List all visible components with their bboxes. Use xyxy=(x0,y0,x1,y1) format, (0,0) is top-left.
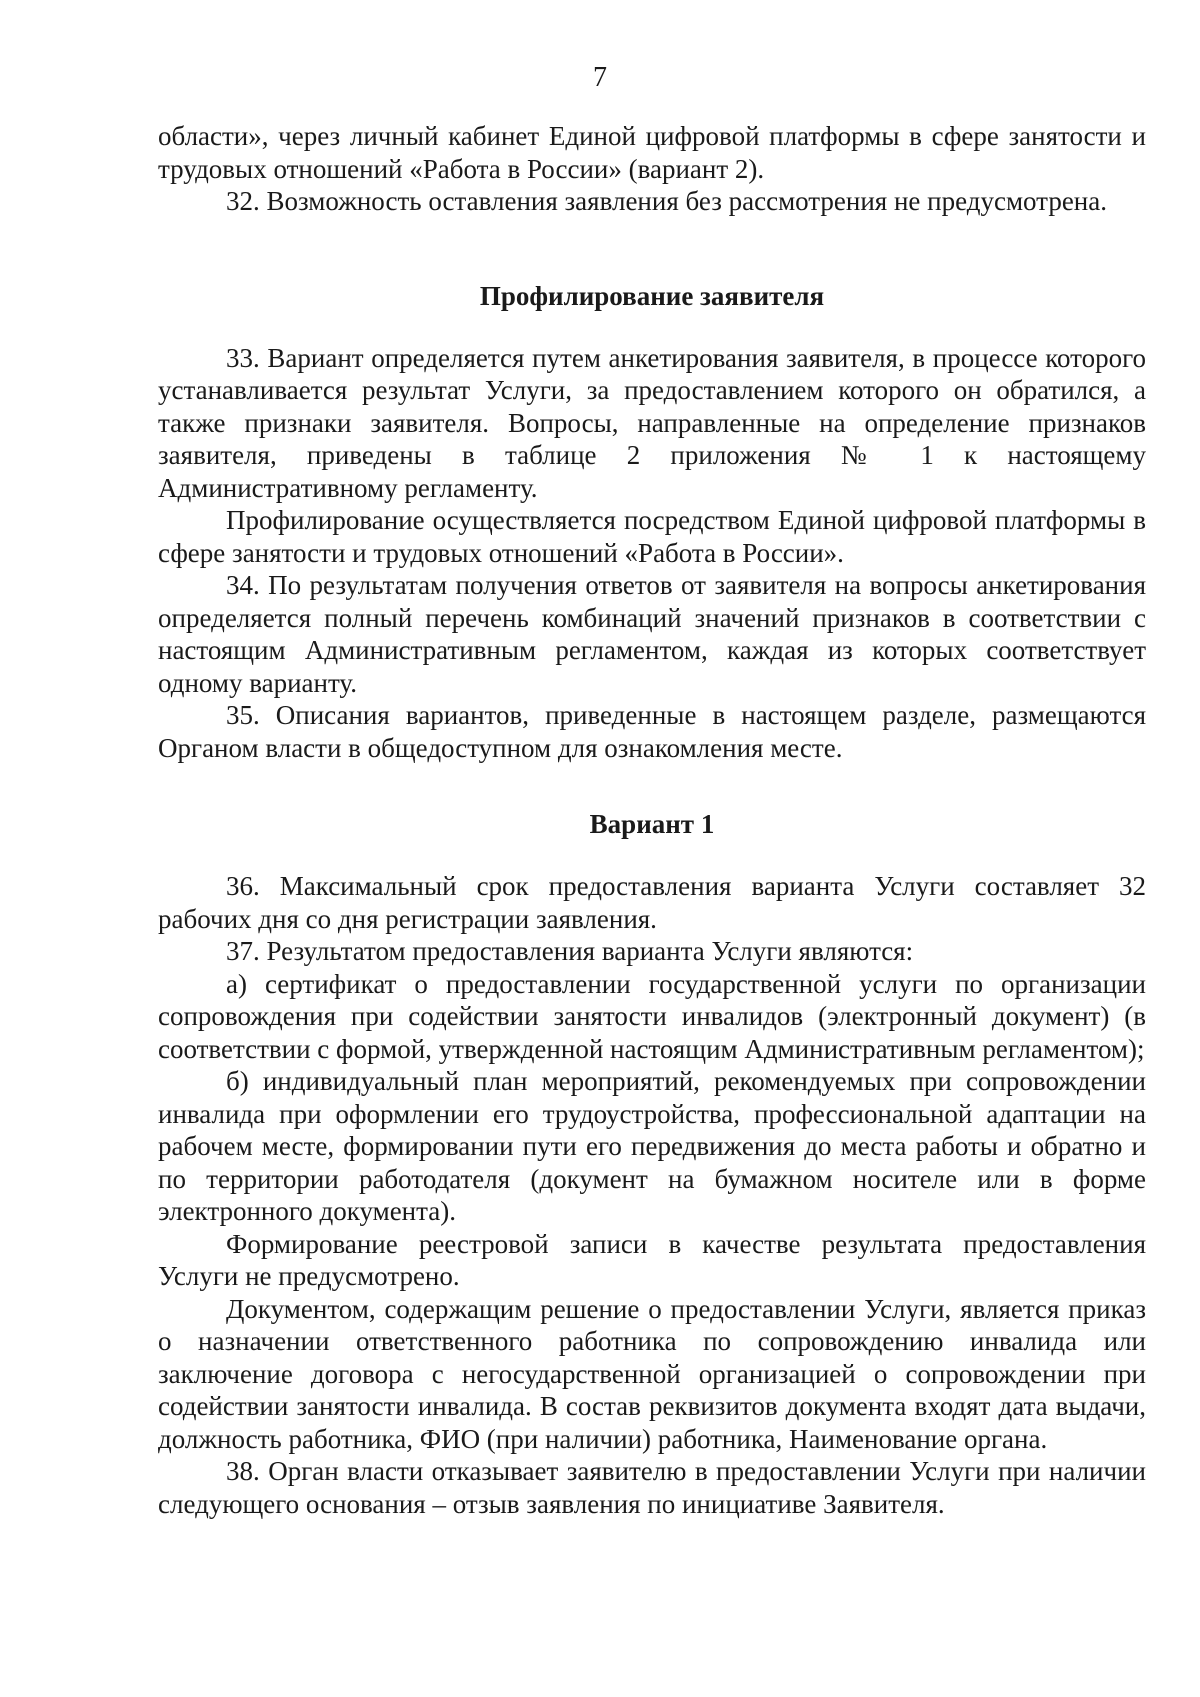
paragraph-32: 32. Возможность оставления заявления без рассмотрения не предусмотрена. xyxy=(226,186,1107,216)
paragraph-continuation: области», через личный кабинет Единой цифровой платформы в сфере занятости и трудовых отношений «Работа в России» (вариант 2). xyxy=(158,121,1146,184)
paragraph-37: 37. Результатом предоставления варианта Услуги являются: xyxy=(226,936,914,966)
paragraph-37-a: а) сертификат о предоставлении государственной услуги по организации сопровождения при содействии занятости инвалидов (электронный документ) (в соответствии с формой, утвержденной настоящим Административным регламентом); xyxy=(158,968,1146,1064)
paragraph-34: 34. По результатам получения ответов от заявителя на вопросы анкетирования определяется полный перечень комбинаций значений признаков в соответствии с настоящим Административным регламентом, каждая из которых соответствует одному варианту. xyxy=(158,570,1146,698)
paragraph-36: 36. Максимальный срок предоставления варианта Услуги составляет 32 рабочих дня со дня регистрации заявления. xyxy=(158,871,1146,934)
paragraph-33: 33. Вариант определяется путем анкетирования заявителя, в процессе которого устанавливается результат Услуги, за предоставлением которого он обратился, а также признаки заявителя. Вопросы, направленные на определение признаков заявителя, приведены в таблице 2 приложения № 1 к настоящему Административному регламенту. xyxy=(158,342,1146,503)
page-number: 7 xyxy=(593,62,607,93)
document-body xyxy=(158,120,1146,1520)
paragraph-37-b: б) индивидуальный план мероприятий, рекомендуемых при сопровождении инвалида при оформлении его трудоустройства, профессиональной адаптации на рабочем месте, формировании пути его передвижения до места работы и обратно и по территории работодателя (документ на бумажном носителе или в форме электронного документа). xyxy=(158,1066,1146,1226)
paragraph-profiling-platform: Профилирование осуществляется посредством Единой цифровой платформы в сфере занятости и трудовых отношений «Работа в России». xyxy=(158,505,1146,568)
section-heading-profiling: Профилирование заявителя xyxy=(479,280,825,311)
paragraph-decision-document: Документом, содержащим решение о предоставлении Услуги, является приказ о назначении ответственного работника по сопровождению инвалида или заключение договора с негосударственной организацией о сопровождении при содействии занятости инвалида. В состав реквизитов документа входят дата выдачи, должность работника, ФИО (при наличии) работника, Наименование органа. xyxy=(158,1293,1146,1454)
paragraph-registry-record: Формирование реестровой записи в качестве результата предоставления Услуги не предусмотрено. xyxy=(158,1228,1146,1291)
section-heading-variant-1: Вариант 1 xyxy=(589,809,715,839)
paragraph-38: 38. Орган власти отказывает заявителю в предоставлении Услуги при наличии следующего основания – отзыв заявления по инициативе Заявителя. xyxy=(158,1456,1146,1519)
paragraph-35: 35. Описания вариантов, приведенные в настоящем разделе, размещаются Органом власти в общедоступном для ознакомления месте. xyxy=(158,700,1146,763)
